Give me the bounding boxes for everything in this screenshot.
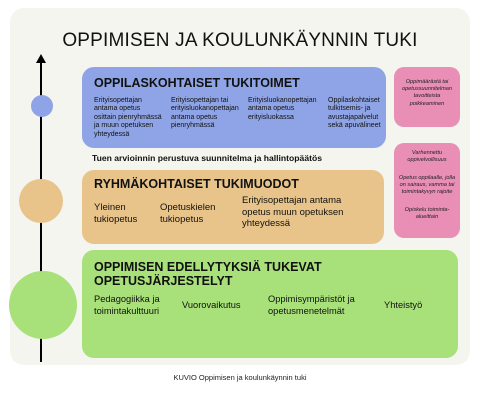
early-compulsory-education-text: Varhennettu oppivelvollisuus bbox=[407, 150, 447, 164]
learning-conditions-heading: OPPIMISEN EDELLYTYKSIÄ TUKEVAT OPETUSJÄRJESTELYT bbox=[94, 260, 322, 288]
curriculum-deviation-box bbox=[394, 67, 460, 127]
activity-area-study-text: Opiskelu toiminta- alueittain bbox=[404, 207, 450, 221]
group-support-item: Opetuskielen tukiopetus bbox=[160, 202, 216, 225]
curriculum-deviation-text: Oppimäärästä tai opetussuunnitelman tavoitteista poikkeaminen bbox=[401, 79, 453, 107]
figure-caption: KUVIO Oppimisen ja koulunkäynnin tuki bbox=[173, 373, 307, 382]
individual-support-heading: OPPILASKOHTAISET TUKITOIMET bbox=[94, 76, 300, 90]
group-support-item: Erityisopettajan antama opetus muun opetuksen yhteydessä bbox=[242, 195, 344, 229]
individual-support-item: Erityisopettajan tai erityisluokanopettajan antama opetus pienryhmässä bbox=[171, 97, 239, 130]
arrow-up-icon bbox=[36, 54, 46, 63]
group-support-heading: RYHMÄKOHTAISET TUKIMUODOT bbox=[94, 177, 299, 191]
individual-support-item: Erityisopettajan antama opetus osittain pienryhmässä ja muun opetuksen yhteydessä bbox=[94, 97, 162, 138]
learning-conditions-item: Pedagogiikka ja toimintakulttuuri bbox=[94, 294, 160, 316]
learning-conditions-item: Oppimisympäristöt ja opetusmenetelmät bbox=[268, 294, 355, 316]
individual-support-item: Erityisluokanopettajan antama opetus erityisluokassa bbox=[248, 97, 317, 121]
learning-conditions-box bbox=[82, 250, 458, 358]
learning-conditions-item: Yhteistyö bbox=[384, 300, 423, 310]
assessment-decision-text: Tuen arvioinnin perustuva suunnitelma ja hallintopäätös bbox=[92, 153, 322, 163]
circle-small bbox=[31, 95, 53, 117]
circle-large bbox=[9, 271, 77, 339]
individual-support-box bbox=[82, 67, 386, 148]
diagram-title: OPPIMISEN JA KOULUNKÄYNNIN TUKI bbox=[62, 30, 418, 51]
circle-medium bbox=[19, 179, 63, 223]
group-support-box bbox=[82, 170, 384, 244]
special-arrangements-box bbox=[394, 143, 460, 238]
illness-disability-teaching-text: Opetus oppilaalle, jolla on sairaus, vamma tai toimintakyvyn rajoite bbox=[398, 175, 456, 196]
learning-conditions-item: Vuorovaikutus bbox=[182, 300, 241, 310]
individual-support-item: Oppilaskohtaiset tulkitsemis- ja avustajapalvelut sekä apuvälineet bbox=[328, 97, 381, 130]
group-support-item: Yleinen tukiopetus bbox=[94, 202, 138, 225]
